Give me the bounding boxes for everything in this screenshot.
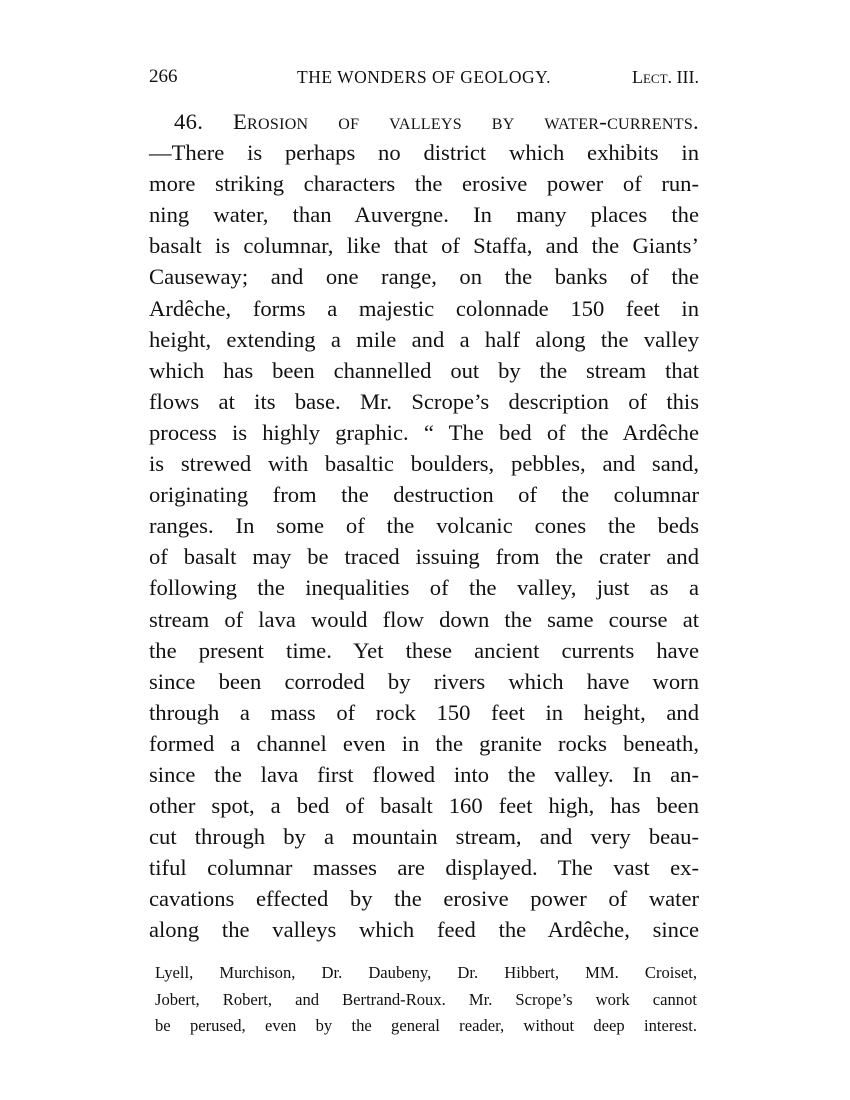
body-line: ranges. In some of the volcanic cones the beds: [149, 513, 699, 539]
body-line: which has been channelled out by the stream that: [149, 357, 699, 383]
body-line: of basalt may be traced issuing from the crater and: [149, 544, 699, 570]
footnote-line: Jobert, Robert, and Bertrand-Roux. Mr. Scrope’s work cannot: [155, 989, 697, 1009]
body-line: tiful columnar masses are displayed. The vast ex-: [149, 855, 699, 881]
section-heading: 46. Erosion of valleys by water-currents.: [174, 109, 699, 134]
body-line: ning water, than Auvergne. In many places the: [149, 202, 699, 228]
body-line: the present time. Yet these ancient currents have: [149, 637, 699, 663]
body-text: [149, 106, 699, 946]
body-line: is strewed with basaltic boulders, pebbles, and sand,: [149, 451, 699, 477]
body-line: flows at its base. Mr. Scrope’s description of this: [149, 388, 699, 414]
running-title: THE WONDERS OF GEOLOGY.: [297, 67, 551, 87]
footnote-line: be perused, even by the general reader, without deep interest.: [155, 1016, 697, 1035]
body-line: height, extending a mile and a half along the valley: [149, 326, 699, 352]
body-line: stream of lava would flow down the same course at: [149, 606, 699, 632]
body-line: basalt is columnar, like that of Staffa, and the Giants’: [149, 233, 699, 259]
body-line: Causeway; and one range, on the banks of the: [149, 264, 699, 290]
body-line: —There is perhaps no district which exhibits in: [149, 140, 699, 166]
body-line: following the inequalities of the valley, just as a: [149, 575, 699, 601]
body-line: since the lava first flowed into the valley. In an-: [149, 761, 699, 787]
footnote: [155, 960, 697, 1040]
body-line: process is highly graphic. “ The bed of the Ardêche: [149, 419, 699, 445]
body-line: originating from the destruction of the columnar: [149, 482, 699, 508]
lecture-reference: Lect. III.: [631, 67, 699, 87]
footnote-line: Lyell, Murchison, Dr. Daubeny, Dr. Hibbert, MM. Croiset,: [155, 963, 697, 982]
page-number: 266: [149, 66, 178, 87]
body-line: cavations effected by the erosive power of water: [149, 886, 699, 912]
body-line: cut through by a mountain stream, and very beau-: [149, 824, 699, 850]
body-line: more striking characters the erosive power of run-: [149, 171, 699, 197]
body-line: formed a channel even in the granite rocks beneath,: [149, 730, 699, 756]
body-line: other spot, a bed of basalt 160 feet high, has been: [149, 793, 699, 819]
body-line: along the valleys which feed the Ardêche, since: [149, 917, 699, 943]
body-line: since been corroded by rivers which have worn: [149, 668, 699, 694]
body-line: Ardêche, forms a majestic colonnade 150 feet in: [149, 295, 699, 321]
body-line: through a mass of rock 150 feet in height, and: [149, 699, 699, 725]
running-head: [149, 64, 699, 90]
